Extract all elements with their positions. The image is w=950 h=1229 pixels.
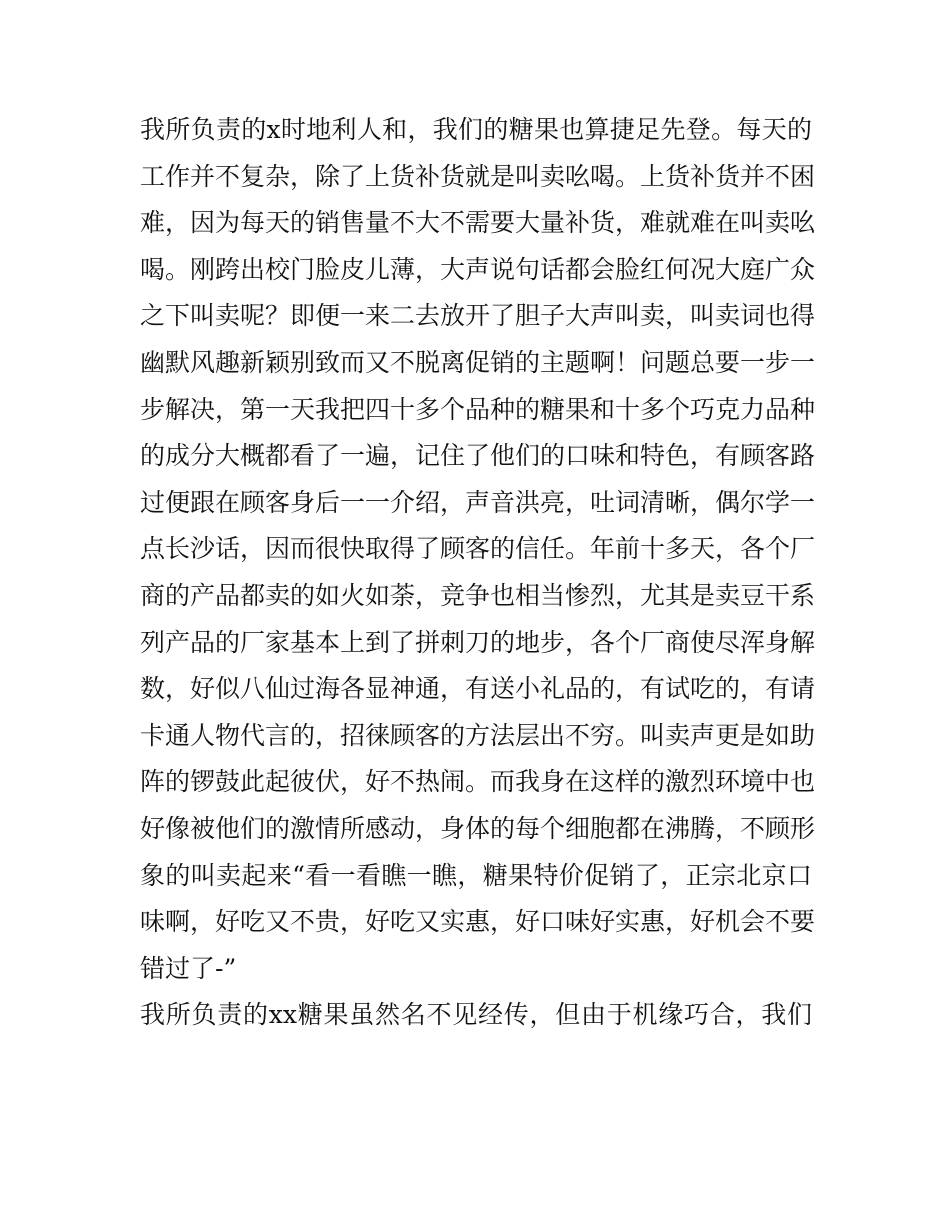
text-line: 错过了-” bbox=[140, 953, 237, 983]
text-line: 象的叫卖起来“看一看瞧一瞧，糖果特价促销了，正宗北京口 bbox=[140, 860, 812, 890]
text-line: 卡通人物代言的，招徕顾客的方法层出不穷。叫卖声更是如助 bbox=[140, 720, 816, 750]
text-line: 过便跟在顾客身后一一介绍，声音洪亮，吐词清晰，偶尔学一 bbox=[140, 487, 816, 517]
text-line: 难，因为每天的销售量不大不需要大量补货，难就难在叫卖吆 bbox=[140, 208, 816, 238]
text-line: 我所负责的xx糖果虽然名不见经传，但由于机缘巧合，我们 bbox=[140, 1000, 812, 1030]
text-line: 数，好似八仙过海各显神通，有送小礼品的，有试吃的，有请 bbox=[140, 674, 816, 704]
text-line: 工作并不复杂，除了上货补货就是叫卖吆喝。上货补货并不困 bbox=[140, 161, 816, 191]
text-line: 好像被他们的激情所感动，身体的每个细胞都在沸腾，不顾形 bbox=[140, 813, 816, 843]
text-line: 阵的锣鼓此起彼伏，好不热闹。而我身在这样的激烈环境中也 bbox=[140, 767, 816, 797]
text-line: 点长沙话，因而很快取得了顾客的信任。年前十多天，各个厂 bbox=[140, 534, 816, 564]
text-line: 喝。刚跨出校门脸皮儿薄，大声说句话都会脸红何况大庭广众 bbox=[140, 254, 816, 284]
text-line: 的成分大概都看了一遍，记住了他们的口味和特色，有顾客路 bbox=[140, 441, 816, 471]
text-line: 幽默风趣新颖别致而又不脱离促销的主题啊！问题总要一步一 bbox=[140, 347, 816, 377]
text-line: 味啊，好吃又不贵，好吃又实惠，好口味好实惠，好机会不要 bbox=[140, 907, 816, 937]
text-line: 步解决，第一天我把四十多个品种的糖果和十多个巧克力品种 bbox=[140, 394, 816, 424]
paragraph bbox=[140, 107, 816, 992]
text-line: 我所负责的x时地利人和，我们的糖果也算捷足先登。每天的 bbox=[140, 115, 812, 144]
paragraph bbox=[140, 992, 812, 1039]
text-line: 之下叫卖呢？即便一来二去放开了胆子大声叫卖，叫卖词也得 bbox=[140, 301, 816, 331]
text-line: 列产品的厂家基本上到了拼刺刀的地步，各个厂商使尽浑身解 bbox=[140, 627, 816, 657]
text-line: 商的产品都卖的如火如荼，竞争也相当惨烈，尤其是卖豆干系 bbox=[140, 580, 816, 610]
body-text bbox=[140, 107, 816, 1039]
